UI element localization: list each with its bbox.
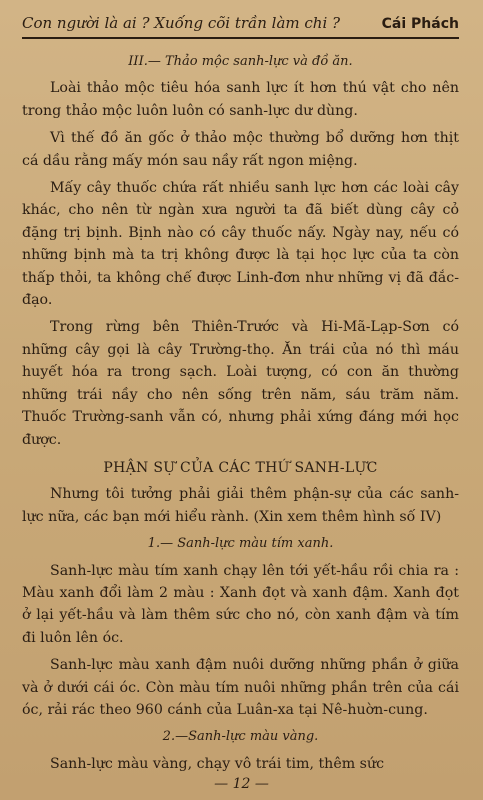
header-title: Con người là ai ? Xuống cõi trần làm chi ? [22,14,341,32]
paragraph: Sanh-lực màu tím xanh chạy lên tới yết-hầu rồi chia ra : Màu xanh đổi làm 2 màu : Xanh đọt và xanh đậm. Xanh đọt ở lại yết-hầu và làm thêm sức cho nó, còn xanh đậm và tím đi luôn lên óc. [22,562,459,646]
paragraph: Trong rừng bên Thiên-Trước và Hi-Mã-Lạp-Sơn có những cây gọi là cây Trường-thọ. Ăn trái của nó thì máu huyết hóa ra trong sạch. Loài tượng, có con ăn thường những trái nầy cho nên sống trên năm, sáu trăm năm. Thuốc Trường-sanh vẫn có, nhưng phải xứng đáng mới học được. [22,319,459,448]
page-body [22,51,459,775]
paragraph: Sanh-lực màu xanh đậm nuôi dưỡng những phần ở giữa và ở dưới cái óc. Còn màu tím nuôi những phần trên của cái óc, rải rác theo 960 cánh của Luân-xa tại Nê-huờn-cung. [22,657,459,718]
section-heading-yellow: 2.—Sanh-lực màu vàng. [162,729,319,745]
section-heading-3: III.— Thảo mộc sanh-lực và đồ ăn. [128,54,353,69]
header-author: Cái Phách [381,16,459,32]
paragraph: Mấy cây thuốc chứa rất nhiều sanh lực hơn các loài cây khác, cho nên từ ngàn xưa người ta đã biết dùng cây cỏ đặng trị bịnh. Bịnh nào có cây thuốc nấy. Ngày nay, nếu có những bịnh mà ta trị không được là tại học lực của ta còn thấp thỏi, ta không chế được Linh-đơn như những vị đã đắc-đạo. [22,180,459,309]
paragraph: Vì thế đồ ăn gốc ở thảo mộc thường bổ dưỡng hơn thịt cá dầu rằng mấy món sau nầy rất ngon miệng. [22,130,459,169]
paragraph: Loài thảo mộc tiêu hóa sanh lực ít hơn thú vật cho nên trong thảo mộc luôn luôn có sanh-lực dư dùng. [22,80,459,119]
paragraph: Nhưng tôi tưởng phải giải thêm phận-sự của các sanh-lực nữa, các bạn mới hiểu rành. (Xin xem thêm hình số IV) [22,486,459,525]
section-heading-purple: 1.— Sanh-lực màu tím xanh. [147,536,334,552]
chapter-heading: PHẬN SỰ CỦA CÁC THỨ SANH-LỰC [103,459,378,476]
page-number: — 12 — [214,776,269,792]
paragraph: Sanh-lực màu vàng, chạy vô trái tim, thêm sức [50,755,385,772]
running-header [22,14,459,39]
